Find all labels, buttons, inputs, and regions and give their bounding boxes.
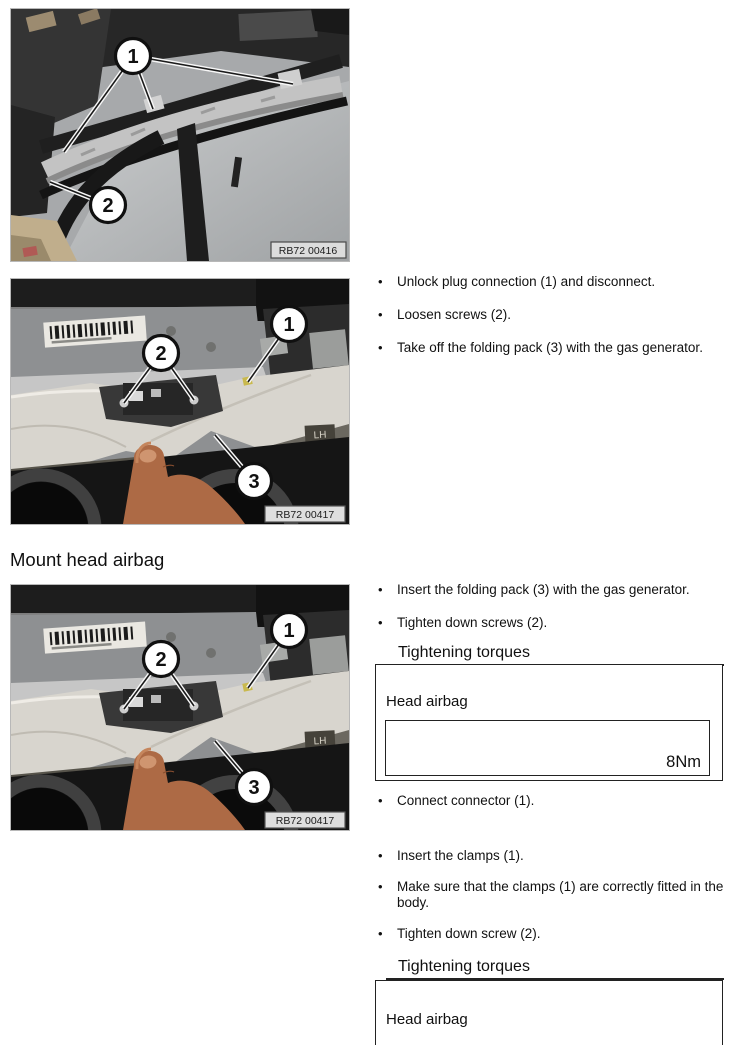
callout-1 [272,613,307,648]
bullet-icon [375,582,397,598]
callout-3-number: 3 [248,471,260,493]
figure-label-text: RB72 00417 [275,509,335,521]
torque-heading-1: Tightening torques [386,644,724,666]
roof-frame-photo [11,9,349,261]
section-heading: Mount head airbag [10,549,165,570]
callout-3 [237,770,272,805]
list-item: • Tighten down screw (2). [375,926,731,942]
list-item: • Take off the folding pack (3) with the gas generator. [375,340,731,356]
bullet-icon [375,926,397,942]
list-item: • Unlock plug connection (1) and disconnect. [375,274,731,290]
airbag-module-photo [11,279,349,524]
callout-2 [144,642,179,677]
list-item: • Make sure that the clamps (1) are correctly fitted in the body. [375,879,731,911]
figure-label [265,506,345,522]
torque-heading-2: Tightening torques [386,958,724,980]
list-item: • Insert the clamps (1). [375,848,731,864]
torque-table-1 [375,664,723,781]
callout-3-number: 3 [248,777,260,799]
list-item: • Tighten down screws (2). [375,615,731,631]
bullet-icon [375,274,397,290]
callout-2 [91,188,126,223]
torque-component: Head airbag [386,1011,468,1028]
airbag-module-photo [11,585,349,830]
list-item: • Loosen screws (2). [375,307,731,323]
figure-label [265,812,345,828]
bullet-icon [375,793,397,809]
figure-label-text: RB72 00417 [275,815,335,827]
bullet-icon [375,615,397,631]
callout-1-number: 1 [283,620,295,642]
clamp-steps-list [375,848,731,957]
bullet-icon [375,848,397,864]
list-item: • Insert the folding pack (3) with the gas generator. [375,582,731,598]
callout-2-number: 2 [102,195,114,217]
mount-steps-list [375,582,731,648]
torque-value: 8Nm [666,753,701,771]
connect-step-list [375,793,731,826]
figure-head-airbag-overview [10,8,350,262]
callout-1 [272,307,307,342]
callout-1 [116,39,151,74]
figure-airbag-module-mount [10,584,350,831]
figure-label [271,242,346,258]
list-item: • Connect connector (1). [375,793,731,809]
torque-table-2 [375,980,723,1045]
figure-airbag-module-remove [10,278,350,525]
lh-tag-text: LH [313,429,327,442]
torque-value-cell [385,720,710,776]
bullet-icon [375,307,397,323]
figure-label-text: RB72 00416 [278,245,338,257]
lh-tag-text: LH [313,735,327,748]
torque-component: Head airbag [386,693,468,710]
callout-2-number: 2 [155,649,167,671]
callout-2 [144,336,179,371]
callout-2-number: 2 [155,343,167,365]
bullet-icon [375,879,397,911]
callout-3 [237,464,272,499]
callout-1-number: 1 [127,46,139,68]
remove-steps-list [375,274,731,373]
callout-1-number: 1 [283,314,295,336]
bullet-icon [375,340,397,356]
